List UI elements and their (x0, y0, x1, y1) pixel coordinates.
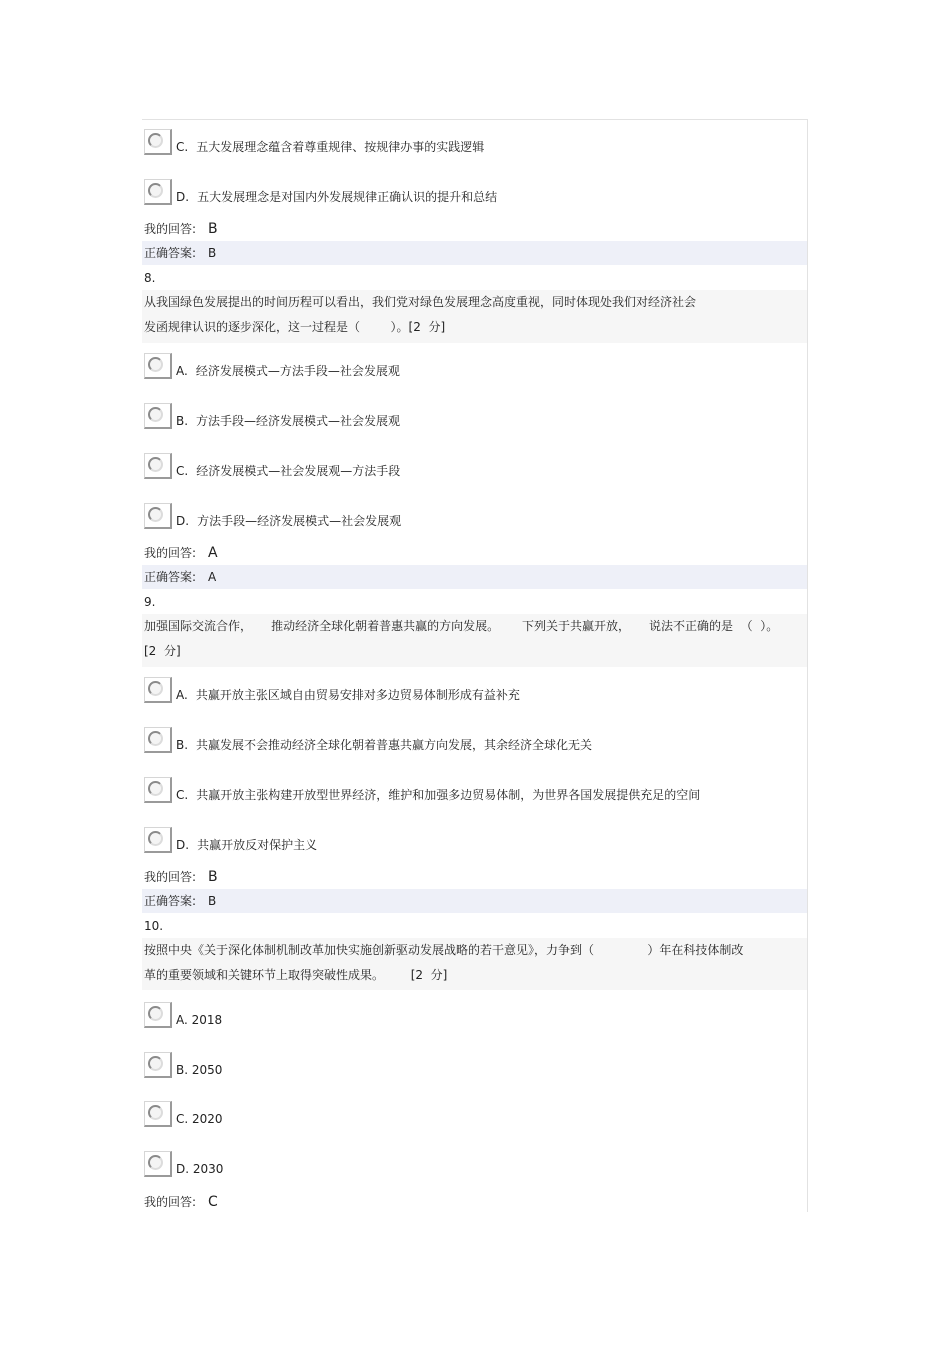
option-label: B. 共赢发展不会推动经济全球化朝着普惠共赢方向发展，其余经济全球化无关 (176, 738, 593, 752)
option-row[interactable] (142, 394, 807, 434)
option-label: D. 共赢开放反对保护主义 (176, 838, 318, 852)
option-label: D. 2030 (176, 1162, 224, 1176)
my-answer-row: 我的回答: A (144, 545, 218, 561)
option-row[interactable] (142, 120, 807, 160)
radio-button[interactable] (144, 1101, 172, 1127)
option-row[interactable] (142, 1092, 807, 1132)
option-label: A. 共赢开放主张区域自由贸易安排对多边贸易体制形成有益补充 (176, 688, 520, 702)
correct-answer-row: 正确答案: A (142, 565, 807, 589)
radio-button[interactable] (144, 777, 172, 803)
my-answer-row: 我的回答: C (144, 1194, 218, 1210)
option-row[interactable] (142, 1043, 807, 1083)
correct-answer-row: 正确答案: B (142, 889, 807, 913)
radio-button[interactable] (144, 1052, 172, 1078)
option-row[interactable] (142, 344, 807, 384)
correct-answer-row: 正确答案: B (142, 241, 807, 265)
option-row[interactable] (142, 170, 807, 210)
my-answer-row: 我的回答: B (144, 869, 218, 885)
my-answer-row: 我的回答: B (144, 221, 218, 237)
option-label: D. 五大发展理念是对国内外发展规律正确认识的提升和总结 (176, 190, 498, 204)
question-number: 8. (144, 271, 156, 285)
question-text: 加强国际交流合作， 推动经济全球化朝着普惠共赢的方向发展。 下列关于共赢开放， 说法不正确的是 （ ）。 [2 分] (142, 614, 807, 667)
radio-button[interactable] (144, 1002, 172, 1028)
option-label: A. 2018 (176, 1013, 223, 1027)
option-label: C. 共赢开放主张构建开放型世界经济，维护和加强多边贸易体制，为世界各国发展提供充足的空间 (176, 788, 701, 802)
option-label: C. 五大发展理念蕴含着尊重规律、按规律办事的实践逻辑 (176, 140, 485, 154)
option-row[interactable] (142, 668, 807, 708)
option-label: C. 经济发展模式—社会发展观—方法手段 (176, 464, 401, 478)
radio-button[interactable] (144, 179, 172, 205)
option-label: B. 方法手段—经济发展模式—社会发展观 (176, 414, 401, 428)
option-row[interactable] (142, 494, 807, 534)
question-number: 10. (144, 919, 164, 933)
question-number: 9. (144, 595, 156, 609)
question-text: 按照中央《关于深化体制机制改革加快实施创新驱动发展战略的若干意见》，力争到（ ）年在科技体制改 革的重要领域和关键环节上取得突破性成果。 [2 分] (142, 938, 807, 990)
radio-button[interactable] (144, 353, 172, 379)
option-row[interactable] (142, 818, 807, 858)
option-label: D. 方法手段—经济发展模式—社会发展观 (176, 514, 402, 528)
option-row[interactable] (142, 993, 807, 1033)
radio-button[interactable] (144, 503, 172, 529)
radio-button[interactable] (144, 403, 172, 429)
option-row[interactable] (142, 1142, 807, 1182)
question-text: 从我国绿色发展提出的时间历程可以看出，我们党对绿色发展理念高度重视，同时体现处我们对经济社会 发函规律认识的逐步深化，这一过程是（ ）。[2 分] (142, 290, 807, 343)
option-row[interactable] (142, 768, 807, 808)
radio-button[interactable] (144, 727, 172, 753)
quiz-panel (142, 119, 808, 1212)
option-row[interactable] (142, 444, 807, 484)
radio-button[interactable] (144, 1151, 172, 1177)
option-label: A. 经济发展模式—方法手段—社会发展观 (176, 364, 400, 378)
radio-button[interactable] (144, 827, 172, 853)
option-row[interactable] (142, 718, 807, 758)
radio-button[interactable] (144, 453, 172, 479)
radio-button[interactable] (144, 129, 172, 155)
option-label: B. 2050 (176, 1063, 223, 1077)
option-label: C. 2020 (176, 1112, 223, 1126)
radio-button[interactable] (144, 677, 172, 703)
